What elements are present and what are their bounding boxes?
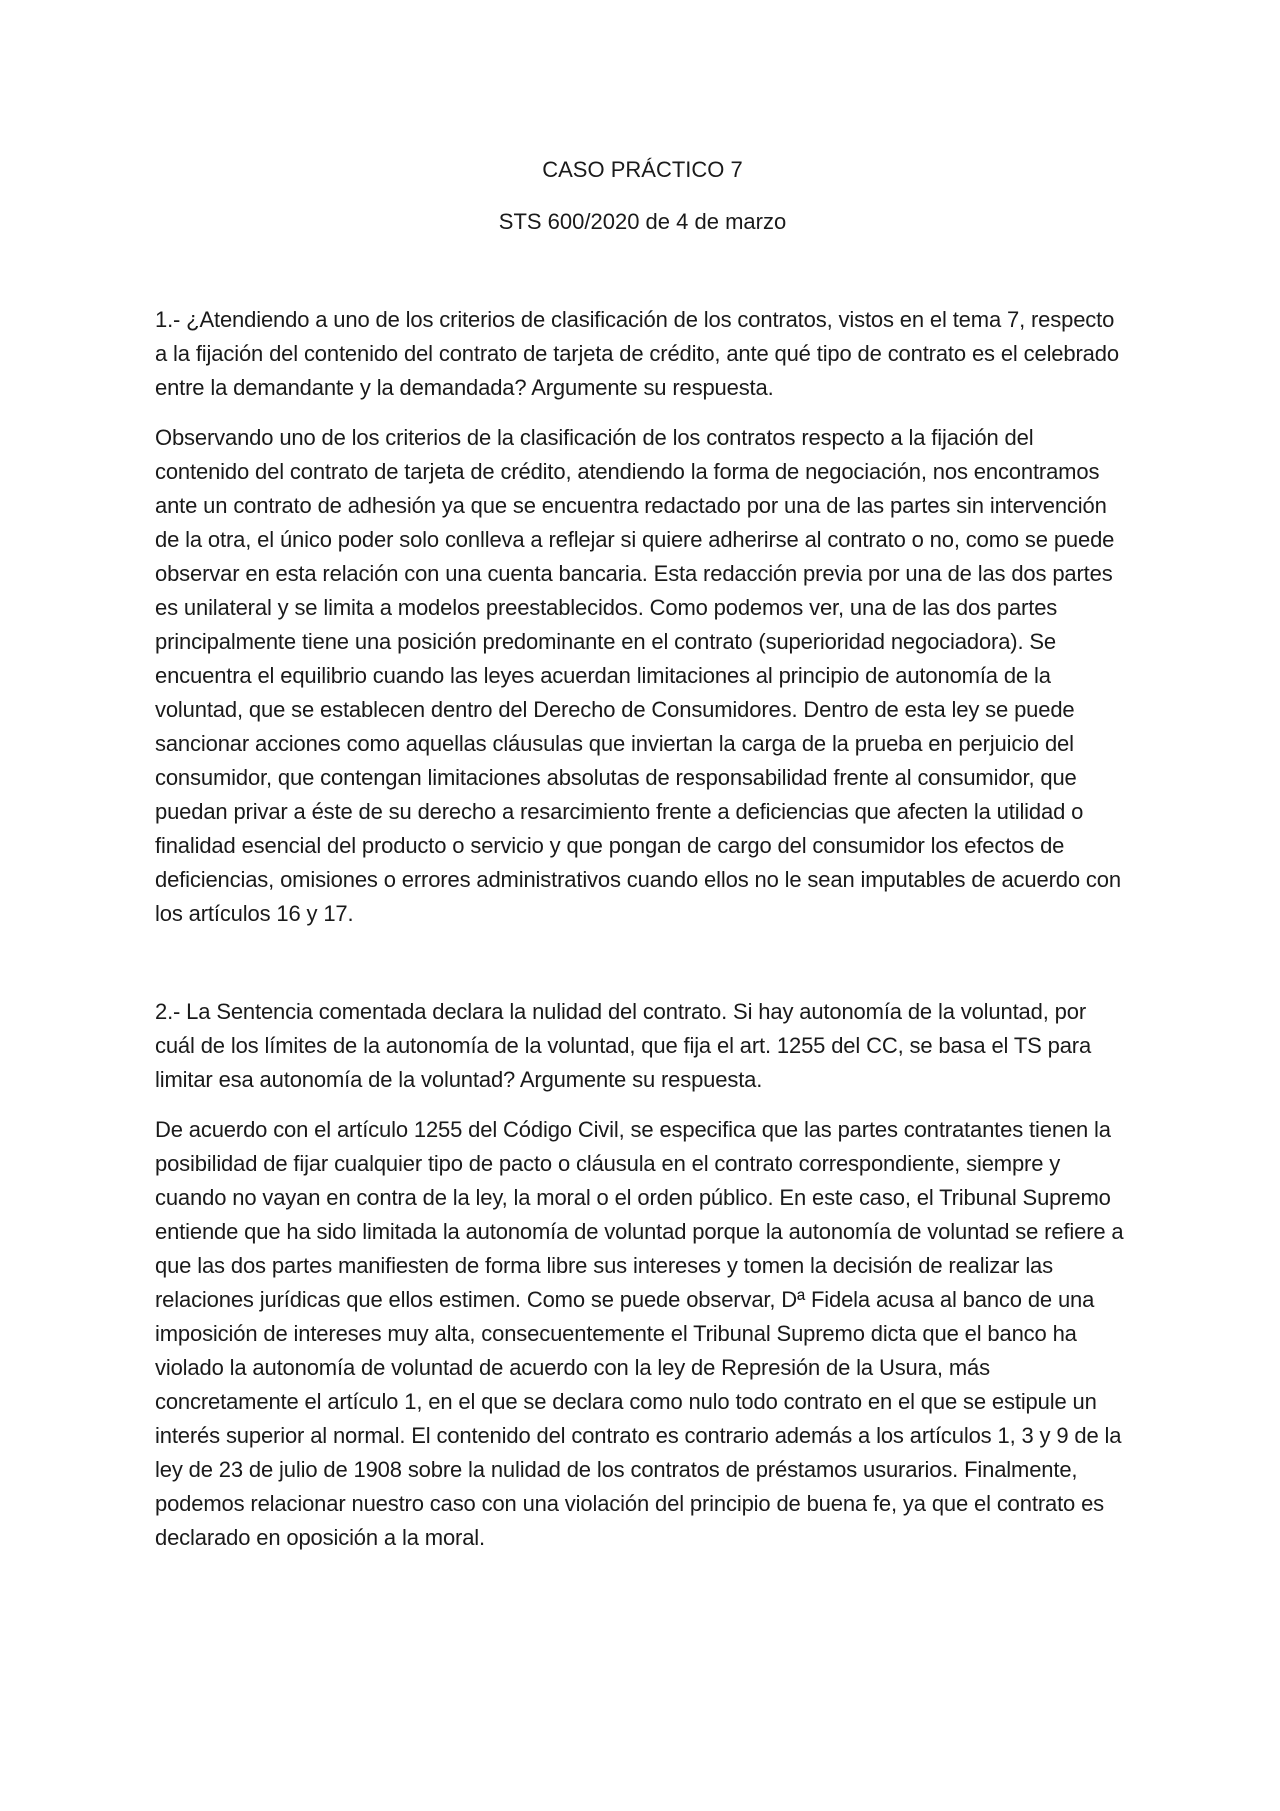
document-title: CASO PRÁCTICO 7 <box>542 157 743 182</box>
document-subtitle: STS 600/2020 de 4 de marzo <box>498 209 787 234</box>
document-body <box>155 155 1130 1555</box>
question-2: 2.- La Sentencia comentada declara la nulidad del contrato. Si hay autonomía de la voluntad, por cuál de los límites de la autonomía de la voluntad, que fija el art. 1255 del CC, se basa el TS para limitar esa autonomía de la voluntad? Argumente su respuesta. <box>155 999 1092 1092</box>
question-1: 1.- ¿Atendiendo a uno de los criterios de clasificación de los contratos, vistos en el tema 7, respecto a la fijación del contenido del contrato de tarjeta de crédito, ante qué tipo de contrato es el celebrado entre la demandante y la demandada? Argumente su respuesta. <box>155 307 1119 400</box>
answer-2: De acuerdo con el artículo 1255 del Código Civil, se especifica que las partes contratantes tienen la posibilidad de fijar cualquier tipo de pacto o cláusula en el contrato correspondiente, siempre y cuando no vayan en contra de la ley, la moral o el orden público. En este caso, el Tribunal Supremo entiende que ha sido limitada la autonomía de voluntad porque la autonomía de voluntad se refiere a que las dos partes manifiesten de forma libre sus intereses y tomen la decisión de realizar las relaciones jurídicas que ellos estimen. Como se puede observar, Dª Fidela acusa al banco de una imposición de intereses muy alta, consecuentemente el Tribunal Supremo dicta que el banco ha violado la autonomía de voluntad de acuerdo con la ley de Represión de la Usura, más concretamente el artículo 1, en el que se declara como nulo todo contrato en el que se estipule un interés superior al normal. El contenido del contrato es contrario además a los artículos 1, 3 y 9 de la ley de 23 de julio de 1908 sobre la nulidad de los contratos de préstamos usurarios. Finalmente, podemos relacionar nuestro caso con una violación del principio de buena fe, ya que el contrato es declarado en oposición a la moral. <box>155 1117 1124 1550</box>
answer-1: Observando uno de los criterios de la clasificación de los contratos respecto a la fijación del contenido del contrato de tarjeta de crédito, atendiendo la forma de negociación, nos encontramos ante un contrato de adhesión ya que se encuentra redactado por una de las partes sin intervención de la otra, el único poder solo conlleva a reflejar si quiere adherirse al contrato o no, como se puede observar en esta relación con una cuenta bancaria. Esta redacción previa por una de las dos partes es unilateral y se limita a modelos preestablecidos. Como podemos ver, una de las dos partes principalmente tiene una posición predominante en el contrato (superioridad negociadora). Se encuentra el equilibrio cuando las leyes acuerdan limitaciones al principio de autonomía de la voluntad, que se establecen dentro del Derecho de Consumidores. Dentro de esta ley se puede sancionar acciones como aquellas cláusulas que inviertan la carga de la prueba en perjuicio del consumidor, que contengan limitaciones absolutas de responsabilidad frente al consumidor, que puedan privar a éste de su derecho a resarcimiento frente a deficiencias que afecten la utilidad o finalidad esencial del producto o servicio y que pongan de cargo del consumidor los efectos de deficiencias, omisiones o errores administrativos cuando ellos no le sean imputables de acuerdo con los artículos 16 y 17. <box>155 425 1121 926</box>
